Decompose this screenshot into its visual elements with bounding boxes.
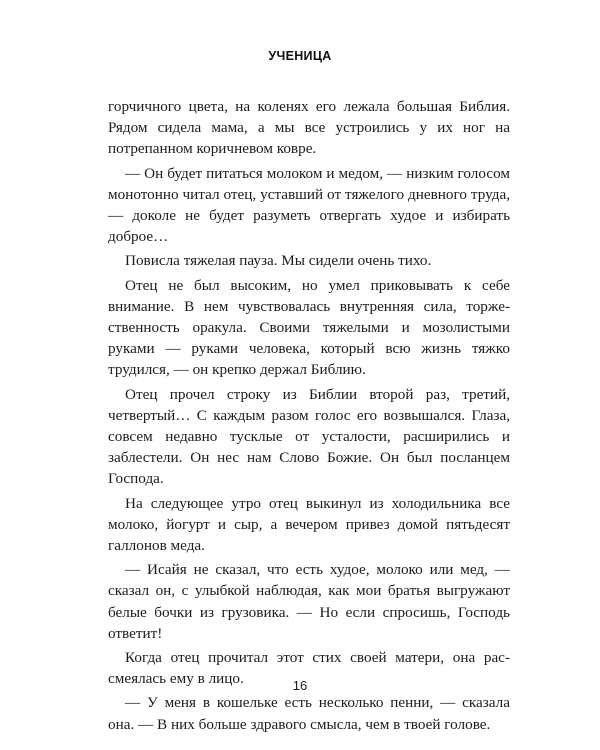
paragraph: горчичного цвета, на коленях его лежала большая Библия. Рядом сидела мама, а мы все устроились у их ног на потрепанном коричневом ковре. bbox=[108, 98, 510, 158]
paragraph: На следующее утро отец выкинул из холодильника все молоко, йогурт и сыр, а вечером привез домой пятьдесят галлонов меда. bbox=[108, 494, 510, 555]
paragraph: Отец не был высоким, но умел приковывать к себе внимание. В нем чувствовалась внутренняя сила, торжественность оракула. Своими тяжелыми и мозолистыми руками — руками человека, который всю жизнь тяжко трудился, — он крепко держал Библию. bbox=[108, 276, 510, 379]
running-title: УЧЕНИЦА bbox=[268, 49, 332, 63]
paragraph: — Он будет питаться молоком и медом, — низким голосом монотонно читал отец, уставший от тяжелого дневного труда, — доколе не будет разуметь отвергать худое и избирать доброе… bbox=[108, 164, 510, 246]
paragraph: Когда отец прочитал этот стих своей матери, она рассмеялась ему в лицо. bbox=[108, 649, 510, 688]
page-number: 16 bbox=[292, 678, 308, 693]
body-text bbox=[108, 96, 510, 738]
paragraph: Отец прочел строку из Библии второй раз, третий, четвертый… С каждым разом голос его возвышался. Глаза, совсем недавно тусклые от усталости, расширились и заблестели. Он нес нам Слово Божие. Он был посланцем Господа. bbox=[108, 385, 510, 488]
paragraph: — У меня в кошельке есть несколько пенни, — сказала она. — В них больше здравого смысла, чем в твоей голове. bbox=[108, 694, 510, 733]
paragraph: — Исайя не сказал, что есть худое, молоко или мед, — сказал он, с улыбкой наблюдая, как мои братья выгружают белые бочки из грузовика. — Но если спросишь, Господь ответит! bbox=[108, 561, 510, 642]
paragraph: Повисла тяжелая пауза. Мы сидели очень тихо. bbox=[125, 252, 432, 270]
